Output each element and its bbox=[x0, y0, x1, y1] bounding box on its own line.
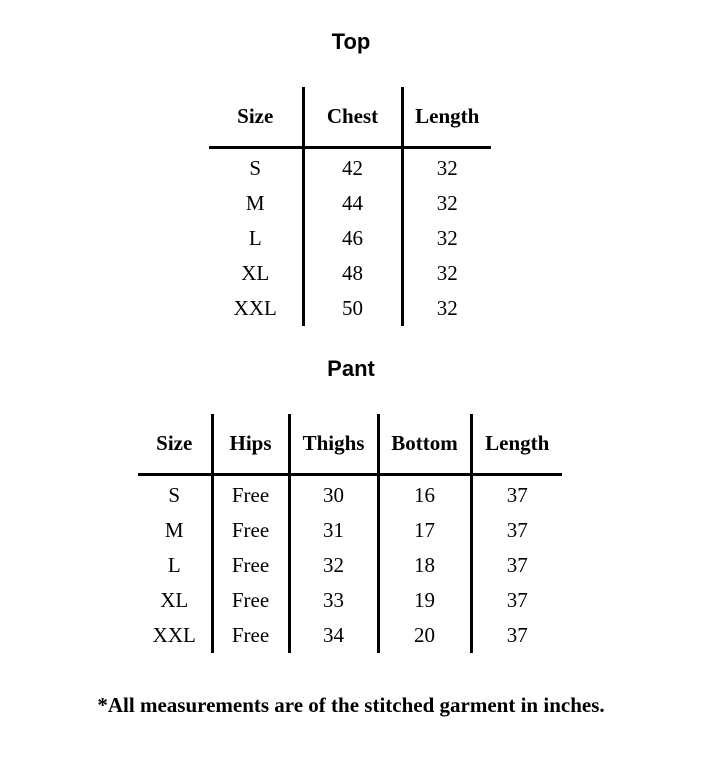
top-cell-size: XL bbox=[241, 261, 270, 285]
pant-header-thighs: Thighs bbox=[289, 414, 378, 475]
pant-section-title: Pant bbox=[327, 356, 375, 381]
table-row bbox=[138, 618, 562, 653]
pant-cell-bottom: 16 bbox=[378, 475, 471, 514]
pant-cell-length: 37 bbox=[471, 513, 562, 548]
pant-cell-hips: Free bbox=[212, 583, 289, 618]
pant-cell-length: 37 bbox=[471, 583, 562, 618]
pant-header-hips: Hips bbox=[212, 414, 289, 475]
pant-cell-length: 37 bbox=[471, 475, 562, 514]
pant-cell-bottom: 20 bbox=[378, 618, 471, 653]
table-row bbox=[138, 513, 562, 548]
pant-cell-hips: Free bbox=[212, 475, 289, 514]
pant-cell-thighs: 31 bbox=[289, 513, 378, 548]
top-cell-length: 32 bbox=[402, 256, 491, 291]
pant-cell-bottom: 17 bbox=[378, 513, 471, 548]
top-cell-length: 32 bbox=[402, 148, 491, 187]
top-section-title: Top bbox=[331, 29, 371, 54]
pant-cell-hips: Free bbox=[212, 548, 289, 583]
pant-cell-length: 37 bbox=[471, 548, 562, 583]
pant-cell-size: M bbox=[164, 518, 184, 542]
top-header-length: Length bbox=[402, 87, 491, 148]
table-row bbox=[138, 548, 562, 583]
table-row bbox=[209, 256, 491, 291]
top-cell-length: 32 bbox=[402, 291, 491, 326]
pant-header-bottom: Bottom bbox=[378, 414, 471, 475]
table-row bbox=[138, 475, 562, 514]
table-row bbox=[138, 583, 562, 618]
table-row bbox=[209, 291, 491, 326]
top-cell-size: S bbox=[249, 156, 262, 180]
table-row bbox=[209, 186, 491, 221]
pant-header-length: Length bbox=[471, 414, 562, 475]
pant-cell-hips: Free bbox=[212, 513, 289, 548]
pant-cell-thighs: 30 bbox=[289, 475, 378, 514]
pant-cell-thighs: 34 bbox=[289, 618, 378, 653]
pant-cell-thighs: 33 bbox=[289, 583, 378, 618]
top-cell-size: XXL bbox=[233, 296, 277, 320]
pant-cell-size: L bbox=[167, 553, 181, 577]
pant-size-table bbox=[138, 414, 562, 653]
pant-cell-size: XXL bbox=[152, 623, 196, 647]
pant-header-row bbox=[138, 414, 562, 475]
pant-header-size: Size bbox=[138, 414, 212, 475]
pant-cell-size: XL bbox=[160, 588, 189, 612]
top-cell-chest: 42 bbox=[303, 148, 402, 187]
pant-cell-size: S bbox=[168, 483, 181, 507]
table-row bbox=[209, 148, 491, 187]
pant-cell-thighs: 32 bbox=[289, 548, 378, 583]
top-cell-size: L bbox=[248, 226, 262, 250]
top-header-row bbox=[209, 87, 491, 148]
table-row bbox=[209, 221, 491, 256]
top-header-chest: Chest bbox=[303, 87, 402, 148]
top-cell-chest: 46 bbox=[303, 221, 402, 256]
top-cell-length: 32 bbox=[402, 221, 491, 256]
top-cell-chest: 48 bbox=[303, 256, 402, 291]
pant-cell-length: 37 bbox=[471, 618, 562, 653]
top-cell-chest: 44 bbox=[303, 186, 402, 221]
measurement-footnote: *All measurements are of the stitched garment in inches. bbox=[97, 693, 605, 717]
pant-cell-bottom: 18 bbox=[378, 548, 471, 583]
top-cell-size: M bbox=[245, 191, 265, 215]
top-size-table bbox=[209, 87, 491, 326]
pant-cell-hips: Free bbox=[212, 618, 289, 653]
top-header-size: Size bbox=[209, 87, 303, 148]
top-cell-length: 32 bbox=[402, 186, 491, 221]
pant-cell-bottom: 19 bbox=[378, 583, 471, 618]
top-cell-chest: 50 bbox=[303, 291, 402, 326]
